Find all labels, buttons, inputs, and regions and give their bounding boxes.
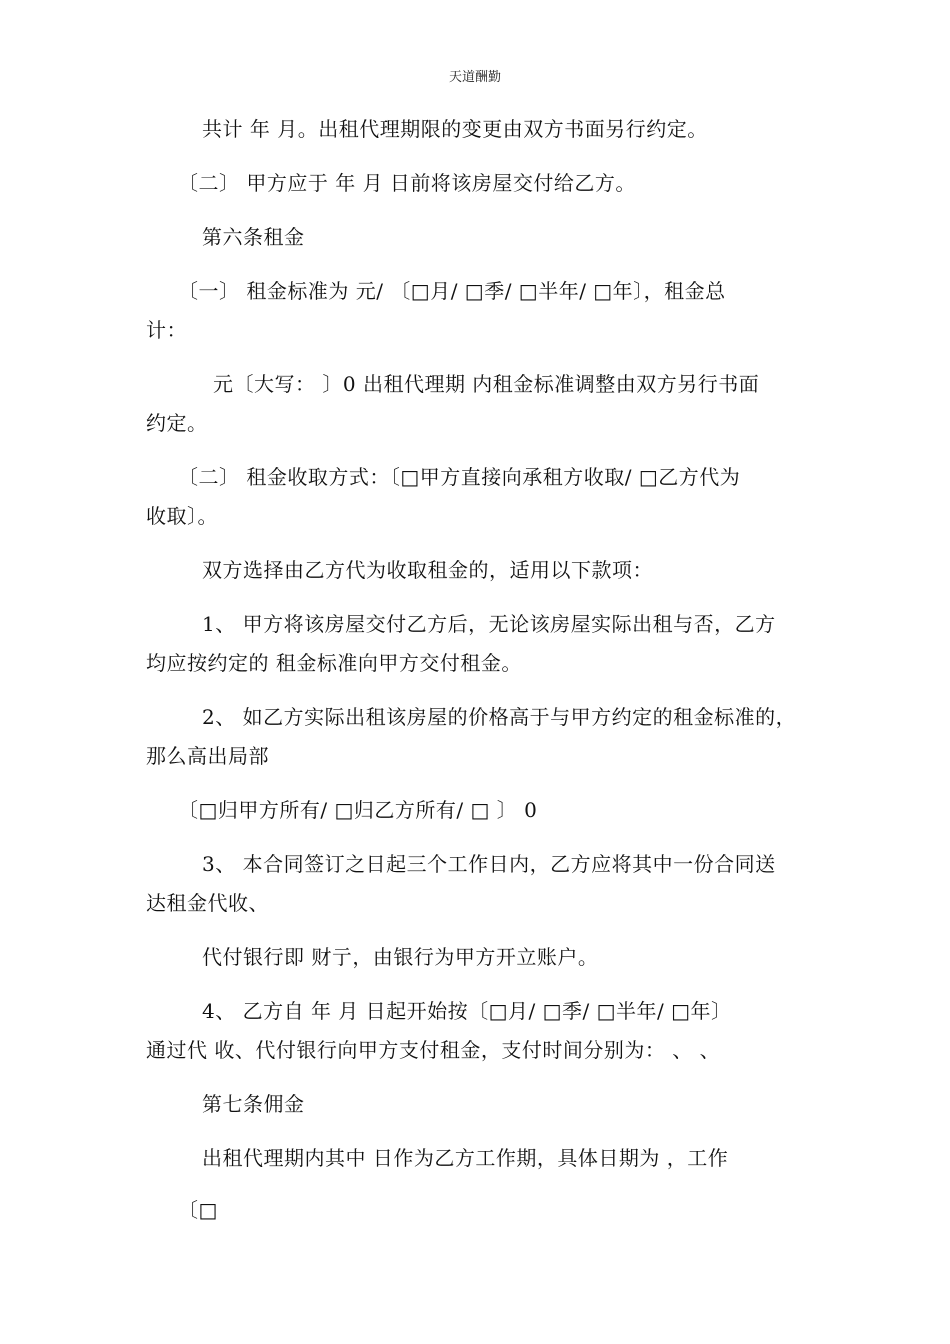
text-line: 2、 如乙方实际出租该房屋的价格高于与甲方约定的租金标准的，	[202, 705, 797, 729]
text-line: 〔二〕 租金收取方式：〔□甲方直接向承租方收取/ □乙方代为	[178, 465, 741, 489]
section-heading: 第六条租金	[202, 225, 305, 249]
text-line: 那么高出局部	[146, 744, 269, 768]
text-line: 3、 本合同签订之日起三个工作日内，乙方应将其中一份合同送	[202, 852, 776, 876]
text-line: 〔二〕 甲方应于 年 月 日前将该房屋交付给乙方。	[178, 171, 636, 195]
text-line: 均应按约定的 租金标准向甲方交付租金。	[146, 651, 522, 675]
text-line: 4、 乙方自 年 月 日起开始按〔□月/ □季/ □半年/ □年〕	[202, 999, 732, 1023]
section-heading: 第七条佣金	[202, 1092, 305, 1116]
text-line: 共计 年 月。出租代理期限的变更由双方书面另行约定。	[202, 117, 708, 141]
text-line: 计：	[146, 318, 187, 342]
page-header: 天道酬勤	[448, 70, 501, 85]
text-line: 通过代 收、代付银行向甲方支付租金，支付时间分别为： 、 、	[146, 1038, 721, 1062]
text-line: 达租金代收、	[146, 891, 269, 915]
text-line: 1、 甲方将该房屋交付乙方后，无论该房屋实际出租与否，乙方	[202, 612, 776, 636]
text-line: 〔□归甲方所有/ □归乙方所有/ □ 〕 0	[178, 798, 538, 822]
text-line: 元〔大写： 〕0 出租代理期 内租金标准调整由双方另行书面	[213, 372, 760, 396]
text-line: 代付银行即 财亍，由银行为甲方开立账户。	[202, 945, 599, 969]
text-line: 〔□	[178, 1198, 218, 1222]
text-line: 约定。	[146, 411, 208, 435]
text-line: 〔一〕 租金标准为 元/ 〔□月/ □季/ □半年/ □年〕，租金总	[178, 279, 726, 303]
text-line: 收取〕。	[146, 504, 218, 528]
text-line: 双方选择由乙方代为收取租金的，适用以下款项：	[202, 558, 653, 582]
text-line: 出租代理期内其中 日作为乙方工作期，具体日期为 ，工作	[202, 1146, 729, 1170]
